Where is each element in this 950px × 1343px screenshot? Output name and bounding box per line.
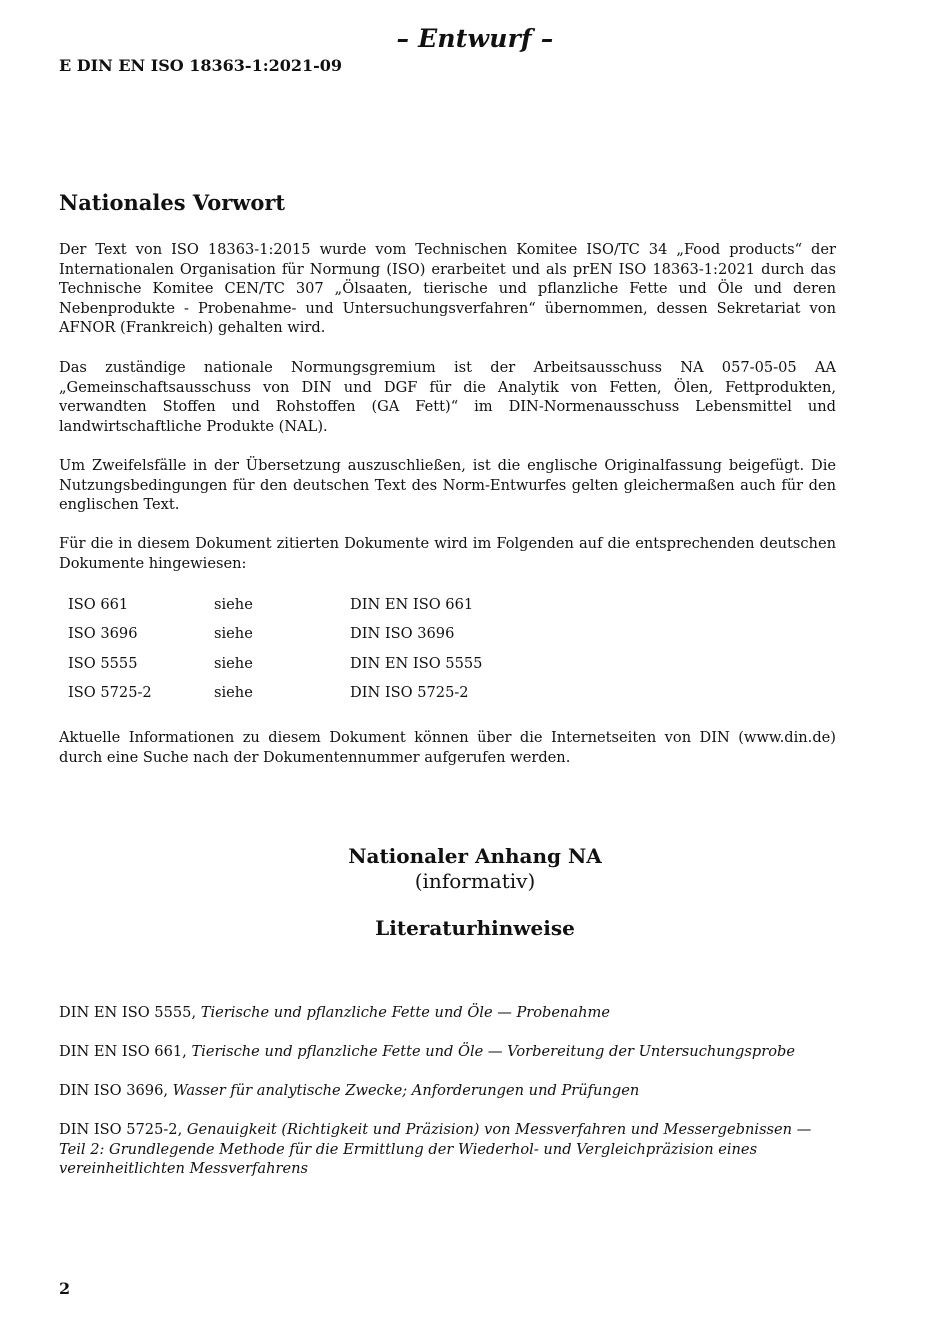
bibliography-entry: [59, 1120, 819, 1179]
reference-table: [68, 590, 568, 707]
din-reference: DIN ISO 5725-2: [350, 684, 469, 702]
iso-reference: ISO 5725-2: [68, 684, 152, 702]
table-row: [68, 649, 568, 678]
iso-reference: ISO 5555: [68, 654, 138, 672]
foreword-paragraph: Das zuständige nationale Normungsgremium ist der Arbeitsausschuss NA 057-05-05 AA „Gemeinschaftsausschuss von DIN und DGF für die Analytik von Fetten, Ölen, Fettprodukten, verwandten Stoffen und Rohstoffen (GA Fett)“ im DIN-Normenausschuss Lebensmittel und landwirtschaftliche Produkte (NAL).: [59, 359, 836, 435]
bibliography-ref: DIN ISO 5725-2,: [59, 1121, 183, 1138]
bibliography-entry: [59, 1003, 849, 1023]
bibliography-entry-title: Wasser für analytische Zwecke; Anforderungen und Prüfungen: [172, 1082, 640, 1099]
iso-reference: ISO 3696: [68, 625, 138, 643]
table-row: [68, 678, 568, 707]
bibliography-entry: [59, 1042, 849, 1062]
foreword-paragraph: Um Zweifelsfälle in der Übersetzung auszuschließen, ist die englische Originalfassung beigefügt. Die Nutzungsbedingungen für den deutschen Text des Norm-Entwurfes gelten gleichermaßen auch für den englischen Text.: [59, 457, 836, 513]
bibliography-entry-title: Genauigkeit (Richtigkeit und Präzision) von Messverfahren und Messergebnissen — Teil 2: Grundlegende Methode für die Ermittlung der Wiederhol- und Vergleichpräzision eines vereinheitlichten Messverfahrens: [59, 1121, 812, 1177]
foreword-closing: Aktuelle Informationen zu diesem Dokument können über die Internetseiten von DIN (www.din.de) durch eine Suche nach der Dokumentennummer aufgerufen werden.: [59, 729, 836, 766]
din-reference: DIN ISO 3696: [350, 625, 455, 643]
bibliography-entry-title: Tierische und pflanzliche Fette und Öle — Probenahme: [200, 1004, 611, 1021]
bibliography-ref: DIN EN ISO 5555,: [59, 1004, 197, 1021]
foreword-paragraph: Der Text von ISO 18363-1:2015 wurde vom Technischen Komitee ISO/TC 34 „Food products“ der Internationalen Organisation für Normung (ISO) erarbeitet und als prEN ISO 18363-1:2021 durch das Technische Komitee CEN/TC 307 „Ölsaaten, tierische und pflanzliche Fette und Öle und deren Nebenprodukte - Probenahme- und Untersuchungsverfahren“ übernommen, dessen Sekretariat von AFNOR (Frankreich) gehalten wird.: [59, 241, 836, 336]
see-label: siehe: [214, 654, 253, 672]
table-row: [68, 619, 568, 648]
page-number: 2: [59, 1279, 71, 1298]
iso-reference: ISO 661: [68, 596, 129, 614]
din-reference: DIN EN ISO 661: [350, 596, 474, 614]
bibliography-entry-title: Tierische und pflanzliche Fette und Öle — Vorbereitung der Untersuchungsprobe: [191, 1043, 795, 1060]
bibliography-ref: DIN EN ISO 661,: [59, 1043, 187, 1060]
document-id: E DIN EN ISO 18363-1:2021-09: [59, 56, 343, 75]
bibliography-entry: [59, 1081, 849, 1101]
annex-title: Nationaler Anhang NA: [348, 844, 602, 868]
bibliography-ref: DIN ISO 3696,: [59, 1082, 169, 1099]
table-row: [68, 590, 568, 619]
draft-mark: – Entwurf –: [396, 24, 554, 53]
see-label: siehe: [214, 625, 253, 643]
annex-subtitle: (informativ): [414, 869, 536, 893]
foreword-title: Nationales Vorwort: [59, 190, 286, 215]
bibliography-title: Literaturhinweise: [375, 916, 575, 940]
see-label: siehe: [214, 684, 253, 702]
see-label: siehe: [214, 596, 253, 614]
foreword-paragraph: Für die in diesem Dokument zitierten Dokumente wird im Folgenden auf die entsprechenden deutschen Dokumente hingewiesen:: [59, 535, 836, 572]
din-reference: DIN EN ISO 5555: [350, 654, 483, 672]
